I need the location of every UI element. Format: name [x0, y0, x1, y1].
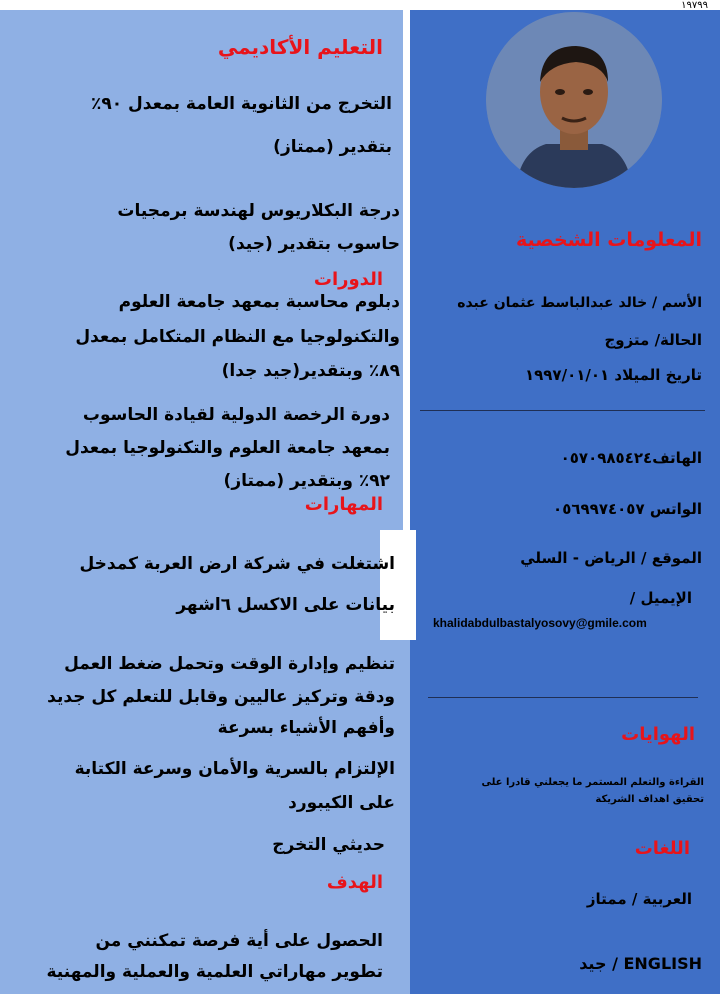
goal-line-1: الحصول على أية فرصة تمكنني من — [95, 931, 383, 951]
column-gap-top — [403, 0, 410, 530]
goal-line-2: تطوير مهاراتي العلمية والعملية والمهنية — [46, 962, 383, 982]
corner-number: ١٩٧٩٩ — [681, 0, 708, 11]
course-1-line-3: ٨٩٪ وبتقدير(جيد جدا) — [221, 361, 400, 381]
courses-title: الدورات — [313, 269, 383, 290]
personal-email-label: الإيميل / — [629, 589, 692, 607]
skill-2-line-1: تنظيم وإدارة الوقت وتحمل ضغط العمل — [64, 654, 395, 674]
personal-location: الموقع / الرياض - السلي — [520, 549, 702, 567]
profile-photo — [486, 12, 662, 188]
course-2-line-3: ٩٢٪ وبتقدير (ممتاز) — [223, 471, 390, 491]
academic-line-3: درجة البكلاريوس لهندسة برمجيات — [117, 201, 400, 221]
course-1-line-2: والتكنولوجيا مع النظام المتكامل بمعدل — [75, 327, 400, 347]
column-gap-mid — [380, 530, 416, 640]
top-white-strip-left — [0, 0, 410, 10]
avatar — [486, 12, 662, 188]
course-1-line-1: دبلوم محاسبة بمعهد جامعة العلوم — [118, 292, 400, 312]
skill-4-line-1: حديثي التخرج — [272, 835, 385, 855]
academic-line-4: حاسوب بتقدير (جيد) — [228, 234, 400, 254]
hobbies-line-2: تحقيق اهداف الشريكة — [595, 794, 704, 805]
personal-phone: الهاتف٠٥٧٠٩٨٥٤٢٤ — [560, 449, 702, 467]
skill-1-line-2: بيانات على الاكسل ٦اشهر — [176, 595, 395, 615]
language-2: ENGLISH / جيد — [579, 954, 702, 973]
goal-title: الهدف — [326, 872, 383, 893]
skill-2-line-3: وأفهم الأشياء بسرعة — [217, 718, 395, 738]
academic-line-2: بتقدير (ممتاز) — [273, 137, 392, 157]
skills-title: المهارات — [304, 494, 383, 515]
personal-status: الحالة/ متزوج — [604, 331, 702, 349]
skill-3-line-2: على الكيبورد — [288, 793, 395, 813]
divider-2 — [428, 697, 698, 698]
personal-whatsapp: الواتس ٠٥٦٩٩٧٤٠٥٧ — [553, 500, 702, 518]
personal-name: الأسم / خالد عبدالباسط عثمان عبده — [457, 295, 702, 311]
personal-email[interactable]: khalidabdulbastalyosovy@gmile.com — [433, 616, 647, 630]
skill-3-line-1: الإلتزام بالسرية والأمان وسرعة الكتابة — [74, 759, 395, 779]
top-white-strip — [410, 0, 720, 10]
hobbies-line-1: القراءة والتعلم المستمر ما يجعلني قادرا على — [481, 777, 704, 788]
academic-line-1: التخرج من الثانوية العامة بمعدل ٩٠٪ — [90, 94, 392, 114]
divider-1 — [420, 410, 705, 411]
hobbies-title: الهوايات — [621, 724, 695, 745]
personal-birthdate: تاريخ الميلاد ١٩٩٧/٠١/٠١ — [524, 366, 702, 384]
languages-title: اللغات — [634, 838, 690, 859]
course-2-line-1: دورة الرخصة الدولية لقيادة الحاسوب — [82, 405, 390, 425]
skill-2-line-2: ودقة وتركيز عاليين وقابل للتعلم كل جديد — [47, 687, 395, 707]
language-1: العربية / ممتاز — [586, 890, 692, 908]
personal-info-title: المعلومات الشخصية — [515, 229, 702, 251]
academic-title: التعليم الأكاديمي — [217, 35, 383, 59]
skill-1-line-1: اشتغلت في شركة ارض العربة كمدخل — [79, 554, 395, 574]
course-2-line-2: بمعهد جامعة العلوم والتكنولوجيا بمعدل — [65, 438, 390, 458]
